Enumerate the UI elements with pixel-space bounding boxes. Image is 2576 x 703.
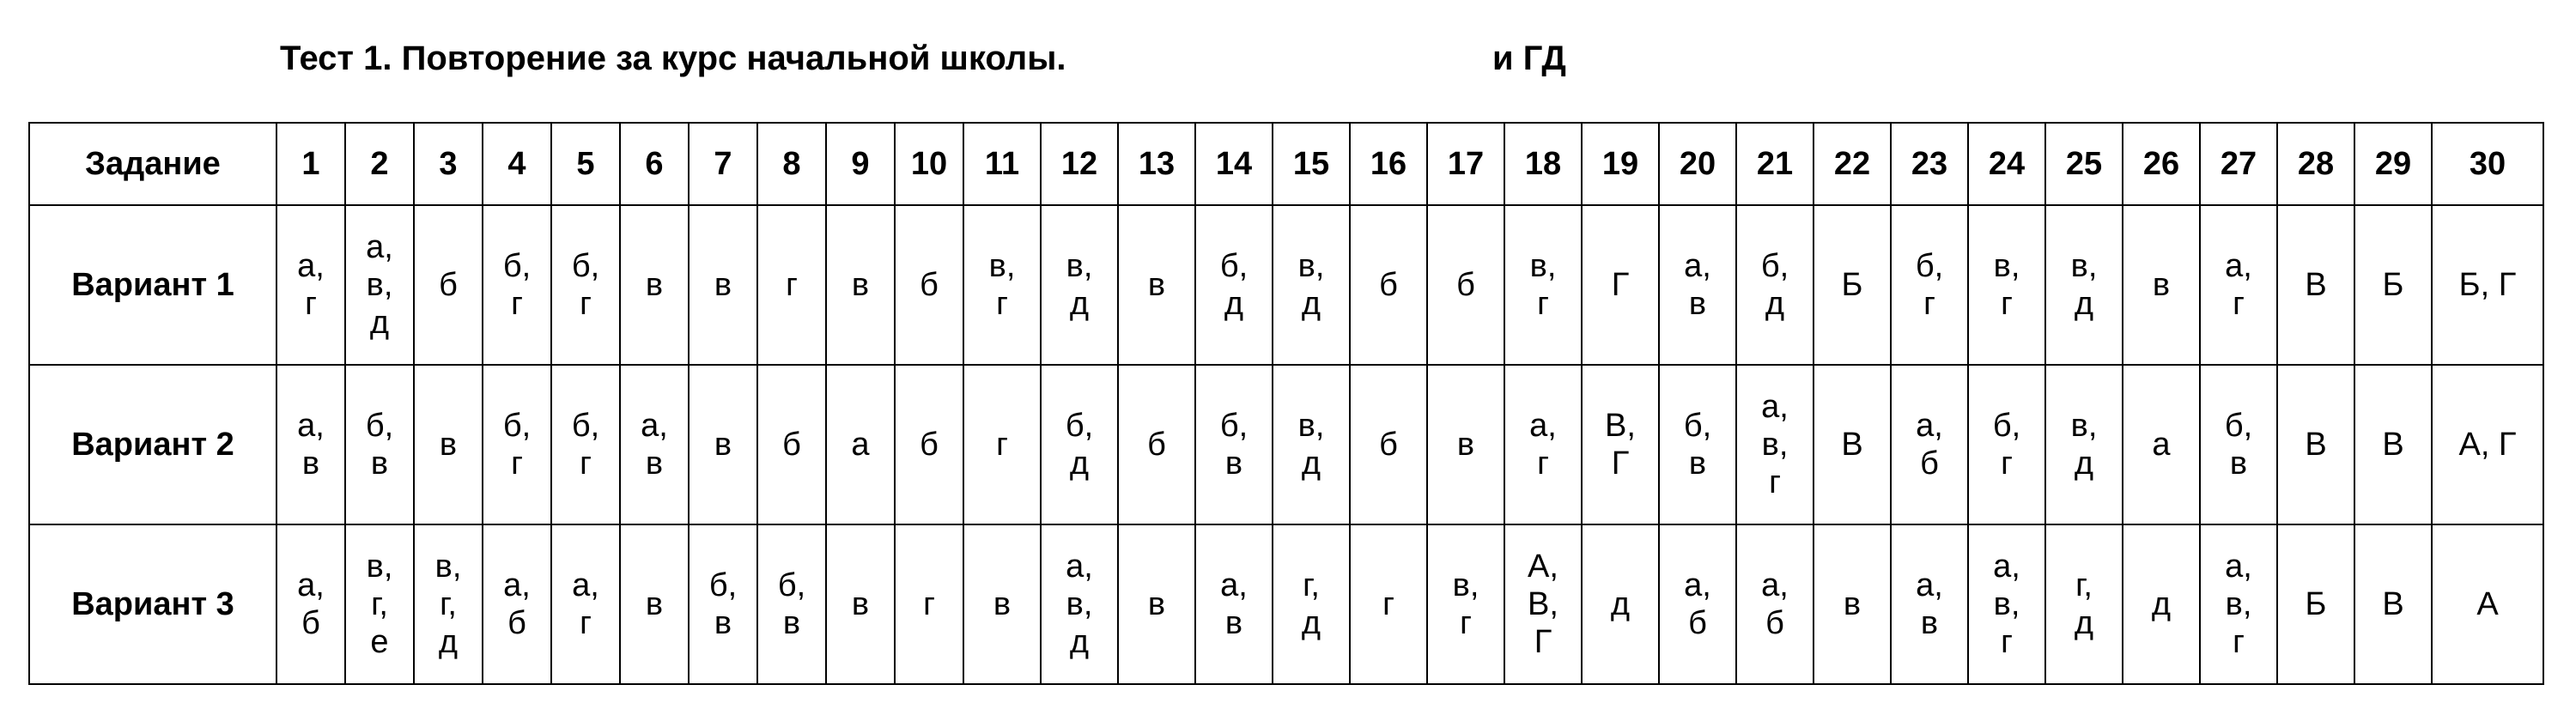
answer-cell: б [1427, 205, 1504, 365]
answer-cell: б, г [551, 365, 620, 524]
answer-cell: г [963, 365, 1041, 524]
header-task-number: 26 [2123, 123, 2200, 205]
answer-cell: А, В, Г [1504, 524, 1582, 684]
answer-cell: в, г [1427, 524, 1504, 684]
header-task-number: 30 [2432, 123, 2543, 205]
answer-cell: в [2123, 205, 2200, 365]
answer-cell: б, в [2200, 365, 2277, 524]
answer-cell: б, г [483, 205, 551, 365]
answer-cell: а, б [1659, 524, 1736, 684]
answer-cell: а, в [1659, 205, 1736, 365]
answer-cell: в, д [1273, 205, 1350, 365]
table-row [29, 365, 2543, 524]
answer-cell: в, д [1273, 365, 1350, 524]
answer-cell: в, г, е [345, 524, 414, 684]
answer-cell: В [2277, 365, 2354, 524]
answer-cell: а, в, г [1968, 524, 2045, 684]
header-task-number: 25 [2045, 123, 2123, 205]
header-task-number: 7 [689, 123, 757, 205]
answer-cell: а, в [1891, 524, 1968, 684]
answers-table [28, 122, 2544, 685]
answer-cell: В [2354, 365, 2432, 524]
answer-cell: Б [1814, 205, 1891, 365]
answer-cell: г [757, 205, 826, 365]
header-task-number: 12 [1041, 123, 1118, 205]
answer-cell: б [1350, 365, 1427, 524]
answer-cell: в [414, 365, 483, 524]
answer-cell: г, д [2045, 524, 2123, 684]
header-task-number: 2 [345, 123, 414, 205]
answer-cell: В [1814, 365, 1891, 524]
answer-cell: г, д [1273, 524, 1350, 684]
answer-cell: б, д [1041, 365, 1118, 524]
header-task-number: 1 [276, 123, 345, 205]
answer-cell: в [963, 524, 1041, 684]
answer-cell: а, в, г [2200, 524, 2277, 684]
answer-cell: а [826, 365, 895, 524]
answer-cell: В, Г [1582, 365, 1659, 524]
answer-cell: В [2354, 524, 2432, 684]
answer-cell: а, г [551, 524, 620, 684]
answer-cell: в, д [2045, 365, 2123, 524]
answer-cell: а, в [276, 365, 345, 524]
answer-cell: а, б [1891, 365, 1968, 524]
header-task-number: 24 [1968, 123, 2045, 205]
table-row [29, 205, 2543, 365]
header-task-number: 11 [963, 123, 1041, 205]
answer-cell: б, в [757, 524, 826, 684]
header-task-number: 19 [1582, 123, 1659, 205]
answer-cell: а, г [276, 205, 345, 365]
header-task-number: 10 [895, 123, 963, 205]
answer-cell: б [414, 205, 483, 365]
scan-text-fragment: и ГД [1492, 39, 1566, 77]
answer-cell: г [895, 524, 963, 684]
answer-cell: б, в [1195, 365, 1273, 524]
answer-cell: в, д [1041, 205, 1118, 365]
answer-cell: а, в, д [1041, 524, 1118, 684]
answer-cell: В [2277, 205, 2354, 365]
answer-cell: б, г [551, 205, 620, 365]
answer-cell: а, г [1504, 365, 1582, 524]
table-header-row [29, 123, 2543, 205]
header-task-number: 3 [414, 123, 483, 205]
header-task-number: 6 [620, 123, 689, 205]
header-task-number: 9 [826, 123, 895, 205]
answer-cell: Г [1582, 205, 1659, 365]
answer-cell: Б [2277, 524, 2354, 684]
answer-cell: Б [2354, 205, 2432, 365]
answer-cell: в, г [963, 205, 1041, 365]
header-task-number: 16 [1350, 123, 1427, 205]
answer-cell: А, Г [2432, 365, 2543, 524]
answer-cell: в, г, д [414, 524, 483, 684]
answer-cell: б, в [345, 365, 414, 524]
answer-cell: а [2123, 365, 2200, 524]
answer-cell: г [1350, 524, 1427, 684]
answer-cell: д [1582, 524, 1659, 684]
header-task-number: 22 [1814, 123, 1891, 205]
answer-cell: б [1350, 205, 1427, 365]
answer-cell: а, в, д [345, 205, 414, 365]
answer-cell: б, д [1736, 205, 1814, 365]
header-task-number: 27 [2200, 123, 2277, 205]
answer-cell: в [689, 205, 757, 365]
table-row [29, 524, 2543, 684]
answer-cell: в, д [2045, 205, 2123, 365]
answer-cell: в [689, 365, 757, 524]
answer-cell: а, б [483, 524, 551, 684]
answer-cell: б, д [1195, 205, 1273, 365]
answer-cell: б, г [483, 365, 551, 524]
answer-cell: в [620, 205, 689, 365]
answer-cell: а, в [1195, 524, 1273, 684]
answer-cell: в [1118, 205, 1195, 365]
answer-cell: а, в, г [1736, 365, 1814, 524]
variant-label: Вариант 3 [29, 524, 276, 684]
answer-cell: в [826, 524, 895, 684]
answer-cell: в [1118, 524, 1195, 684]
answer-cell: б [1118, 365, 1195, 524]
header-task-number: 23 [1891, 123, 1968, 205]
answer-cell: в, г [1968, 205, 2045, 365]
variant-label: Вариант 2 [29, 365, 276, 524]
answer-cell: б [757, 365, 826, 524]
variant-label: Вариант 1 [29, 205, 276, 365]
answer-cell: а, б [276, 524, 345, 684]
answer-cell: а, г [2200, 205, 2277, 365]
header-task-number: 15 [1273, 123, 1350, 205]
header-task-number: 14 [1195, 123, 1273, 205]
answer-cell: а, б [1736, 524, 1814, 684]
answer-cell: Б, Г [2432, 205, 2543, 365]
header-task-number: 29 [2354, 123, 2432, 205]
header-task-number: 13 [1118, 123, 1195, 205]
answer-cell: в [1814, 524, 1891, 684]
answer-cell: в [826, 205, 895, 365]
answer-cell: б, в [1659, 365, 1736, 524]
header-task-label: Задание [29, 123, 276, 205]
answer-cell: б [895, 365, 963, 524]
answer-cell: б, г [1891, 205, 1968, 365]
answer-cell: а, в [620, 365, 689, 524]
answer-cell: А [2432, 524, 2543, 684]
answer-cell: в [1427, 365, 1504, 524]
answer-cell: в, г [1504, 205, 1582, 365]
answer-cell: в [620, 524, 689, 684]
header-task-number: 17 [1427, 123, 1504, 205]
answer-cell: б [895, 205, 963, 365]
header-task-number: 21 [1736, 123, 1814, 205]
header-task-number: 28 [2277, 123, 2354, 205]
answer-cell: б, г [1968, 365, 2045, 524]
header-task-number: 18 [1504, 123, 1582, 205]
header-task-number: 4 [483, 123, 551, 205]
header-task-number: 5 [551, 123, 620, 205]
header-task-number: 8 [757, 123, 826, 205]
answer-cell: д [2123, 524, 2200, 684]
header-task-number: 20 [1659, 123, 1736, 205]
answer-cell: б, в [689, 524, 757, 684]
document-title: Тест 1. Повторение за курс начальной школы. [280, 39, 1066, 77]
